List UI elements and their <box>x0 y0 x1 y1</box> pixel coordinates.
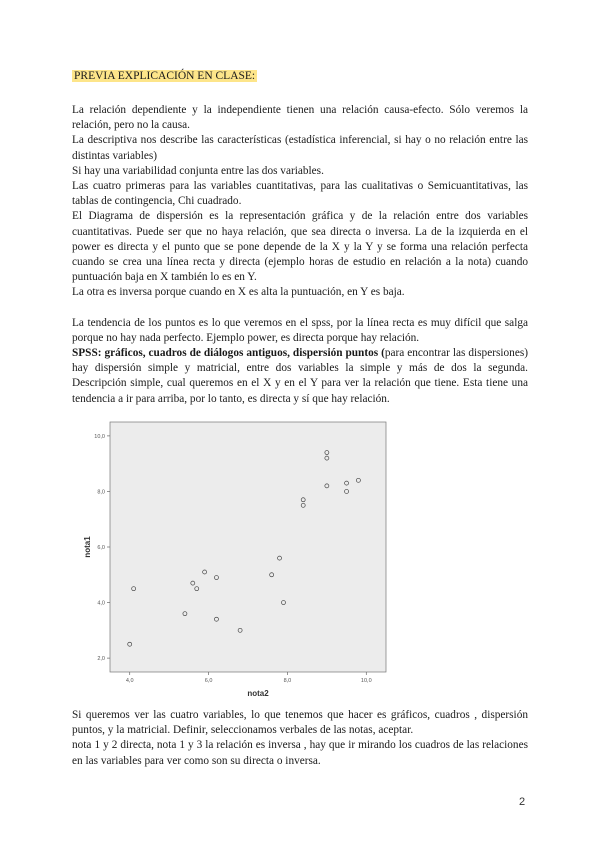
x-axis-label: nota2 <box>247 689 269 698</box>
x-tick-label: 10,0 <box>360 678 372 684</box>
intro-text <box>72 103 528 407</box>
x-tick-label: 4,0 <box>125 678 134 684</box>
paragraph: Si hay una variabilidad conjunta entre las dos variables. <box>72 164 324 177</box>
page-number: 2 <box>519 796 526 808</box>
paragraph-spss <box>72 346 528 407</box>
y-tick-label: 10,0 <box>94 433 105 440</box>
y-tick-label: 8,0 <box>97 489 105 496</box>
spss-bold-text: SPSS: gráficos, cuadros de diálogos antiguos, dispersión puntos ( <box>72 347 385 360</box>
x-tick-label: 6,0 <box>204 678 213 684</box>
y-axis-label: nota1 <box>83 536 92 558</box>
paragraph: La otra es inversa porque cuando en X es alta la puntuación, en Y es baja. <box>72 286 405 299</box>
y-tick-label: 4,0 <box>97 600 105 607</box>
paragraph-trend: La tendencia de los puntos es lo que veremos en el spss, por la línea recta es muy difícil que salga porque no hay nada perfecto. Ejemplo power, es directa porque hay relación. <box>72 316 528 344</box>
y-axis <box>94 434 110 662</box>
paragraph: Si queremos ver las cuatro variables, lo que tenemos que hacer es gráficos, cuadros , dispersión puntos, y la matricial. Definir, seleccionamos verbales de las notas, aceptar. <box>72 709 528 737</box>
paragraph: nota 1 y 2 directa, nota 1 y 3 la relación es inversa , hay que ir mirando los cuadros de las relaciones en las variables para ver como son su directa o inversa. <box>72 739 528 767</box>
paragraph: La relación dependiente y la independiente tienen una relación causa-efecto. Sólo veremos la relación, pero no la causa. <box>72 104 528 132</box>
plot-area <box>110 422 386 672</box>
spss-text: para encontrar las dispersiones) hay dispersión simple y matricial, entre dos variables la simple y más de dos la segunda. Descripción simple, cual queremos en el X y en el Y para ver la relación que tiene. Esta tiene una tendencia a ir para arriba, por lo tanto, es directa y sí que hay relación. <box>72 347 528 405</box>
section-heading: PREVIA EXPLICACIÓN EN CLASE: <box>74 70 256 82</box>
paragraph: La descriptiva nos describe las características (estadística inferencial, si hay o no relación entre las distintas variables) <box>72 134 528 162</box>
x-axis <box>126 672 372 684</box>
scatter-chart <box>80 410 400 700</box>
x-tick-label: 8,0 <box>283 678 292 684</box>
paragraph: El Diagrama de dispersión es la representación gráfica y de la relación entre dos variables cuantitativas. Puede ser que no haya relación, que sea directa o inversa. La de la izquierda en el power es directa y el punto que se pone depende de la X y la Y y se forma una relación perfecta cuando se crea una línea recta y directa (ejemplo horas de estudio en relación a la nota) cuando puntuación baja en X también lo es en Y. <box>72 210 528 284</box>
y-tick-label: 2,0 <box>97 656 105 663</box>
closing-text <box>72 708 528 769</box>
paragraph: Las cuatro primeras para las variables cuantitativas, para las cualitativas o Semicuantitativas, las tablas de contingencia, Chi cuadrado. <box>72 180 528 208</box>
y-tick-label: 6,0 <box>97 545 105 551</box>
